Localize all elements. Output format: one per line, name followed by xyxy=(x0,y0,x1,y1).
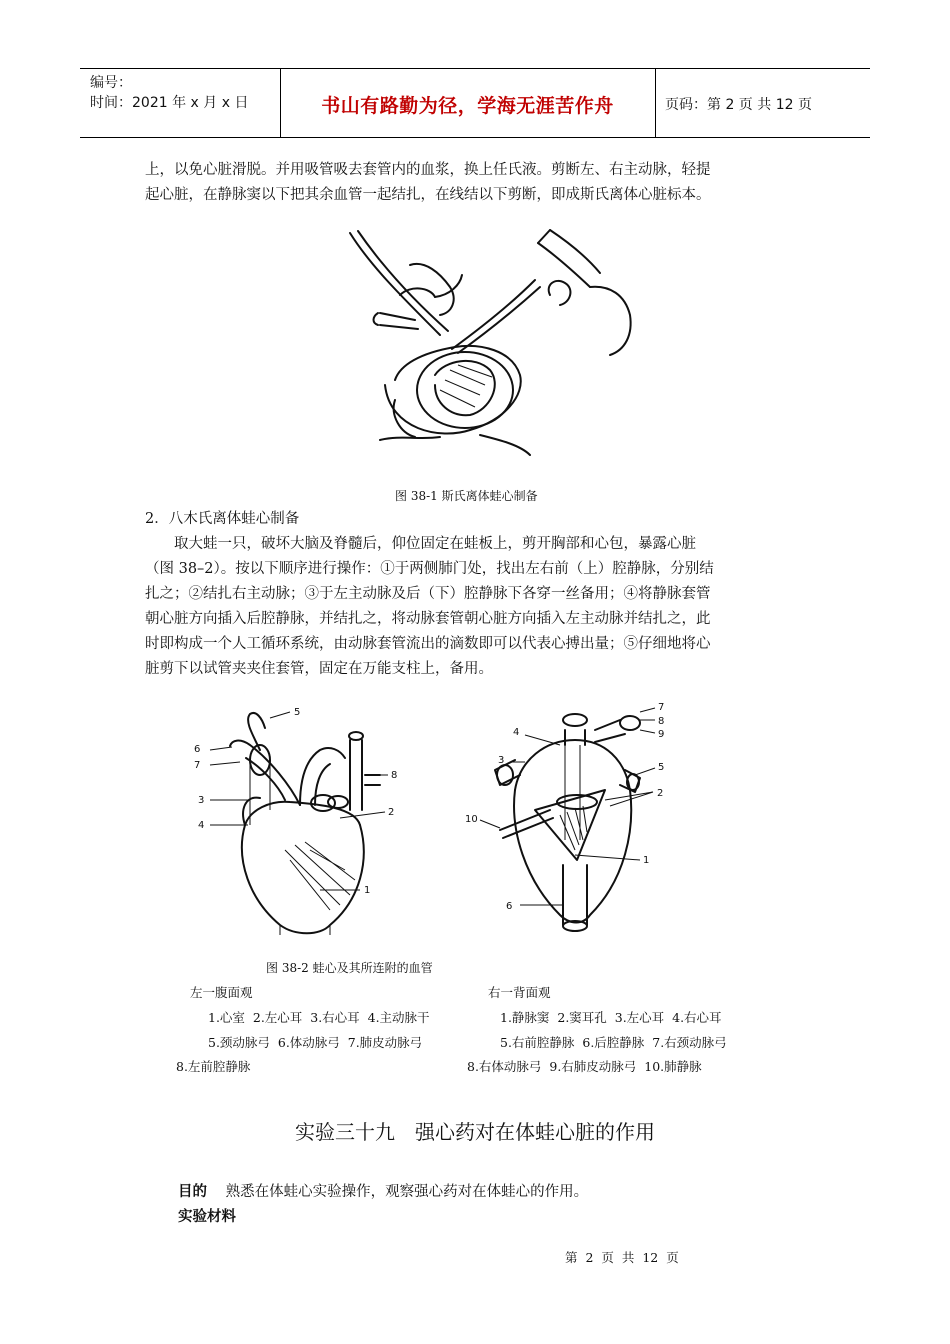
paragraph-2 xyxy=(145,532,807,682)
label-8: 8 xyxy=(658,716,665,727)
header-meta xyxy=(90,73,248,113)
header-page-info: 页码：第 2 页 共 12 页 xyxy=(665,97,812,113)
header-divider xyxy=(655,69,656,137)
right-legend-line: 8.右体动脉弓 9.右肺皮动脉弓 10.肺静脉 xyxy=(467,1059,702,1074)
left-legend-line: 1.心室 2.左心耳 3.右心耳 4.主动脉干 xyxy=(208,1010,430,1025)
right-view-label: 右一背面观 xyxy=(488,985,551,1000)
label-1: 1 xyxy=(364,885,371,896)
text-line: 上，以免心脏滑脱。并用吸管吸去套管内的血浆，换上任氏液。剪断左、右主动脉，轻提 xyxy=(145,162,711,178)
label-6: 6 xyxy=(194,744,201,755)
label-4: 4 xyxy=(513,727,520,738)
subheading-yagi: 2．八木氏离体蛙心制备 xyxy=(145,511,300,527)
figure-38-2-caption: 图 38-2 蛙心及其所连附的血管 xyxy=(266,961,433,975)
label-8: 8 xyxy=(391,770,398,781)
purpose-line xyxy=(178,1180,588,1205)
text-line: 扎之；②结扎右主动脉；③于左主动脉及后（下）腔静脉下各穿一丝备用；④将静脉套管 xyxy=(145,586,711,602)
text-line: 时即构成一个人工循环系统，由动脉套管流出的滴数即可以代表心搏出量；⑤仔细地将心 xyxy=(145,636,711,652)
text-line: 朝心脏方向插入后腔静脉，并结扎之，将动脉套管朝心脏方向插入左主动脉并结扎之，此 xyxy=(145,611,711,627)
section-title: 实验三十九 强心药对在体蛙心脏的作用 xyxy=(295,1120,655,1144)
label-2: 2 xyxy=(657,788,664,799)
label-7: 7 xyxy=(194,760,201,771)
header-table xyxy=(80,68,870,138)
figure-38-2-ventral-view xyxy=(190,700,420,940)
figure-38-1-illustration xyxy=(340,225,640,460)
label-5: 5 xyxy=(658,762,665,773)
label-7: 7 xyxy=(658,702,665,713)
text-line: 脏剪下以试管夹夹住套管，固定在万能支柱上，备用。 xyxy=(145,661,493,677)
label-5: 5 xyxy=(294,707,301,718)
label-2: 2 xyxy=(388,807,395,818)
right-legend-line: 5.右前腔静脉 6.后腔静脉 7.右颈动脉弓 xyxy=(500,1035,727,1050)
purpose-text: 熟悉在体蛙心实验操作，观察强心药对在体蛙心的作用。 xyxy=(225,1184,589,1200)
label-9: 9 xyxy=(658,729,665,740)
label-10: 10 xyxy=(465,814,478,825)
label-3: 3 xyxy=(498,755,505,766)
left-legend-line: 8.左前腔静脉 xyxy=(176,1059,251,1074)
text-line: （图 38–2）。按以下顺序进行操作：①于两侧肺门处，找出左右前（上）腔静脉，分别结 xyxy=(145,561,714,577)
text-line: 起心脏，在静脉窦以下把其余血管一起结扎，在线结以下剪断，即成斯氏离体心脏标本。 xyxy=(145,187,711,203)
right-legend-line: 1.静脉窦 2.窦耳孔 3.左心耳 4.右心耳 xyxy=(500,1010,722,1025)
forceps-arm xyxy=(350,233,440,335)
date-label: 时间：2021 年 x 月 x 日 xyxy=(90,95,249,111)
text-line: 取大蛙一只，破坏大脑及脊髓后，仰位固定在蛙板上，剪开胸部和心包，暴露心脏 xyxy=(145,536,696,552)
label-3: 3 xyxy=(198,795,205,806)
figure-38-1-caption: 图 38-1 斯氏离体蛙心制备 xyxy=(395,489,538,503)
label-4: 4 xyxy=(198,820,205,831)
purpose-label: 目的 xyxy=(178,1184,207,1200)
label-6: 6 xyxy=(506,901,513,912)
label-1: 1 xyxy=(643,855,650,866)
left-legend-line: 5.颈动脉弓 6.体动脉弓 7.肺皮动脉弓 xyxy=(208,1035,423,1050)
paragraph-1 xyxy=(145,158,807,208)
code-label: 编号： xyxy=(90,75,132,91)
header-motto: 书山有路勤为径，学海无涯苦作舟 xyxy=(321,95,614,117)
left-view-label: 左一腹面观 xyxy=(190,985,253,1000)
materials-heading: 实验材料 xyxy=(178,1209,236,1225)
figure-38-2-dorsal-view xyxy=(465,700,695,932)
page-footer: 第 2 页 共 12 页 xyxy=(565,1250,679,1265)
